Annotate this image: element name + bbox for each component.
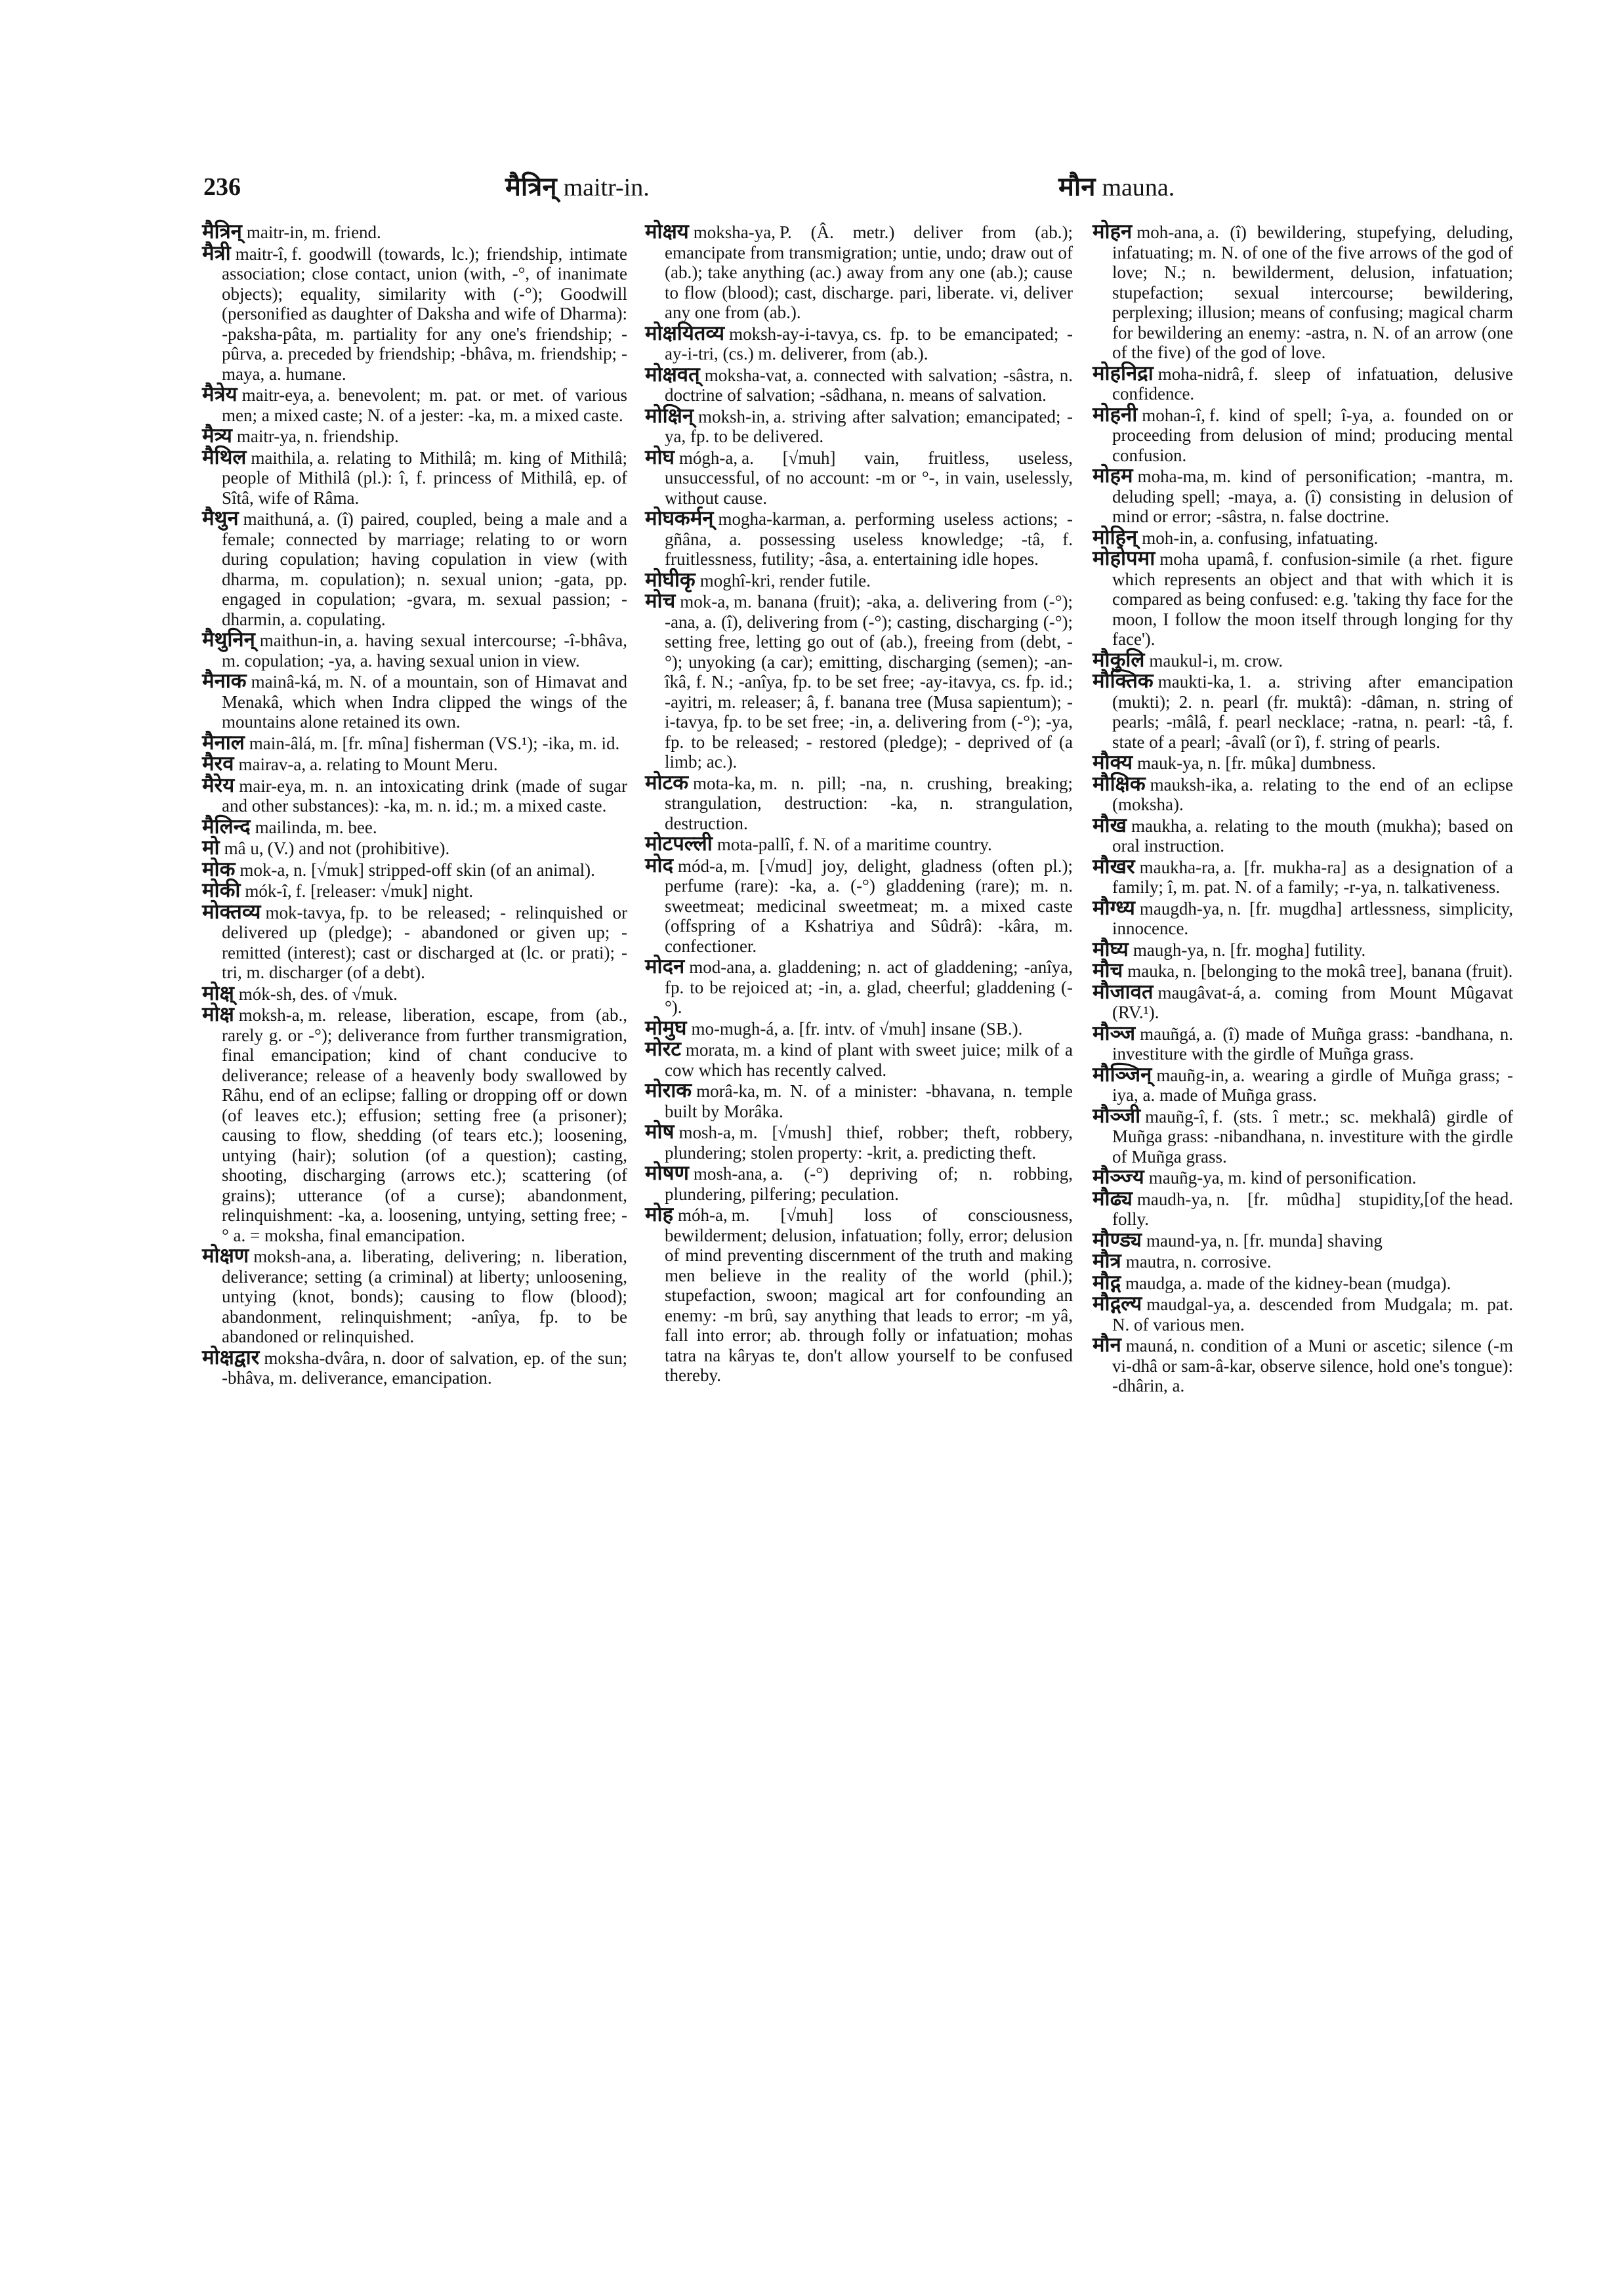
dictionary-entry xyxy=(645,591,1073,772)
entry-definition: a. (î) bewildering, stupefying, deluding, infatuating; m. N. of one of the five arrows of the god of love; N.; n. bewilderment, delusion, infatuation; stupefaction; sexual intercourse; bewildering, perplexing; illusion; means of confusing; magical charm for bewildering an enemy: -astra, n. N. of an arrow (one of the five) of the god of love. xyxy=(1112,222,1513,362)
entry-definition: m. [√mush] thief, robber; theft, robbery, plundering; stolen property: -krit, a. predicting theft. xyxy=(665,1123,1073,1163)
entry-definition: a. confusing, infatuating. xyxy=(1201,527,1379,548)
entry-definition: a. (î) made of Muñga grass: -bandhana, n. investiture with the girdle of Muñga grass. xyxy=(1112,1023,1513,1064)
dictionary-entry xyxy=(1093,753,1513,774)
dictionary-entry xyxy=(1093,1230,1513,1251)
headword-devanagari: मोक्ष xyxy=(202,1003,234,1025)
entry-definition: f. [releaser: √muk] night. xyxy=(295,881,474,901)
headword-devanagari: मोक्षयितव्य xyxy=(645,321,725,344)
dictionary-entry xyxy=(645,508,1073,569)
dictionary-entry xyxy=(1093,222,1513,363)
headword-transliteration: mók-î, xyxy=(245,881,292,901)
entry-definition: a. (-°) depriving of; n. robbing, plundering, pilfering; peculation. xyxy=(665,1164,1073,1204)
headword-devanagari: मो xyxy=(202,836,220,859)
headword-transliteration: maugdh-ya, xyxy=(1139,898,1224,919)
dictionary-entry xyxy=(202,899,627,983)
dictionary-entry xyxy=(202,1004,627,1245)
entry-definition: f. goodwill (towards, lc.); friendship, intimate association; close contact, union (with, -°, of inanimate objects); equality, similarity with (-°); Goodwill (personified as daughter of Daksha and wife of Dharma): -paksha-pâta, m. partiality for any one's friendship; -pûrva, a. preceded by friendship; -bhâva, m. friendship; -maya, a. humane. xyxy=(222,243,627,384)
dictionary-entry xyxy=(1093,898,1513,939)
dictionary-entry xyxy=(1093,402,1513,466)
entry-definition: m. kind of personification. xyxy=(1228,1168,1417,1188)
dictionary-entry xyxy=(1093,1294,1513,1334)
dictionary-entry xyxy=(202,508,627,629)
headword-transliteration: mautra, xyxy=(1125,1252,1180,1272)
headword-devanagari: मोराक xyxy=(645,1079,692,1102)
dictionary-entry xyxy=(1093,671,1513,752)
headword-transliteration: main-âlá, xyxy=(249,733,316,753)
dictionary-entry xyxy=(202,814,627,838)
headword-devanagari: मोषण xyxy=(645,1161,689,1184)
entry-definition: a. [fr. intv. of √muh] insane (SB.). xyxy=(782,1018,1023,1039)
entry-definition: a. relating to Mithilâ; m. king of Mithilâ; people of Mithilâ (pl.): î, f. princess of Mithilâ, ep. of Sîtâ, wife of Râma. xyxy=(222,447,627,508)
headword-devanagari: मोद xyxy=(645,853,674,877)
entry-definition: a. liberating, delivering; n. liberation, deliverance; setting (a criminal) at liberty; unloosening, untying (knot, bonds); causing to flow (blood); abandonment, relinquishment; -anîya, fp. to be abandoned or relinquished. xyxy=(222,1247,627,1346)
entry-definition: m. bee. xyxy=(325,817,377,837)
entry-definition: cs. fp. to be emancipated; -ay-i-tri, (cs.) m. deliverer, from (ab.). xyxy=(665,323,1073,363)
entry-definition: n. [belonging to the mokâ tree], banana (fruit). xyxy=(1183,961,1513,981)
headword-transliteration: mairav-a, xyxy=(238,755,306,774)
dictionary-entry xyxy=(1093,961,1513,982)
headword-devanagari: मैथुन xyxy=(202,507,239,529)
headword-devanagari: मौद्गल्य xyxy=(1093,1292,1142,1315)
headword-devanagari: मोहनी xyxy=(1093,402,1138,426)
headword-transliteration: moksh-a, xyxy=(238,1005,304,1025)
headword-transliteration: moh-ana, xyxy=(1136,222,1203,242)
entry-definition: fp. to be released; - relinquished or delivered up (pledge); - abandoned or given up; - remitted (interest); cast or discharged at (lc. or prati); -tri, m. discharger (of a debt). xyxy=(222,902,627,982)
entry-definition: m. n. an intoxicating drink (made of sugar and other substances): -ka, m. n. id.; m. a mixed caste. xyxy=(222,775,627,816)
dictionary-entry xyxy=(1093,650,1513,671)
entry-definition: a. relating to the mouth (mukha); based on oral instruction. xyxy=(1112,816,1513,856)
headword-transliteration: maithuná, xyxy=(243,509,314,529)
headword-devanagari: मौढ्य xyxy=(1093,1186,1133,1210)
dictionary-entry xyxy=(645,1122,1073,1163)
headword-transliteration: moksh-in, xyxy=(698,406,770,426)
left-guide-devanagari: मैत्रिन् xyxy=(505,172,557,201)
right-guide-transliteration: mauna. xyxy=(1102,174,1175,201)
dictionary-entry xyxy=(645,770,1073,834)
dictionary-entry xyxy=(202,447,627,508)
headword-devanagari: मैनाल xyxy=(202,730,245,754)
headword-transliteration: mainâ-ká, xyxy=(251,672,322,692)
dictionary-entry xyxy=(1093,982,1513,1023)
headword-transliteration: moha-ma, xyxy=(1137,466,1209,486)
headword-devanagari: मौक्तिक xyxy=(1093,669,1154,692)
dictionary-entry xyxy=(645,323,1073,364)
headword-transliteration: maithun-in, xyxy=(259,631,343,650)
entry-definition: n. [fr. mogha] futility. xyxy=(1212,940,1366,960)
dictionary-entry xyxy=(645,1081,1073,1121)
headword-transliteration: maugâvat-á, xyxy=(1157,982,1245,1003)
headword-devanagari: मोक्तव्य xyxy=(202,899,261,923)
headword-transliteration: maugh-ya, xyxy=(1133,940,1209,960)
headword-transliteration: moh-in, xyxy=(1142,527,1198,548)
headword-transliteration: mair-eya, xyxy=(239,775,306,796)
dictionary-entry xyxy=(645,853,1073,957)
headword-devanagari: मोघ xyxy=(645,445,675,468)
dictionary-entry xyxy=(1093,1186,1513,1230)
entry-definition: 1. a. striving after emancipation (mukti); 2. n. pearl (fr. muktâ): -dâman, n. string of pearls; -mâlâ, f. pearl necklace; -ratna, n. pearl: -tâ, f. state of a pearl; -âvalî (or î), f. string of pearls. xyxy=(1112,672,1513,752)
headword-transliteration: maukha, xyxy=(1131,816,1192,836)
dictionary-entry xyxy=(1093,548,1513,650)
headword-transliteration: mauná, xyxy=(1125,1336,1178,1355)
dictionary-entry xyxy=(202,243,627,384)
entry-definition: a. wearing a girdle of Muñga grass; -iya, a. made of Muñga grass. xyxy=(1112,1065,1513,1105)
headword-transliteration: maukti-ka, xyxy=(1157,672,1234,692)
headword-devanagari: मैलिन्द xyxy=(202,814,251,838)
entry-definition: n. friendship. xyxy=(304,426,399,446)
left-guide-word xyxy=(505,172,650,203)
entry-definition: m. N. of a mountain, son of Himavat and Menakâ, which when Indra clipped the wings of the mountains alone retained its own. xyxy=(222,672,627,732)
headword-transliteration: maitr-î, xyxy=(235,243,288,264)
dictionary-entry xyxy=(202,1246,627,1347)
headword-transliteration: moksh-ana, xyxy=(253,1247,336,1266)
dictionary-entry xyxy=(645,222,1073,323)
headword-devanagari: मौन xyxy=(1093,1333,1121,1356)
headword-devanagari: मोह xyxy=(645,1203,674,1226)
headword-transliteration: moksh-ay-i-tavya, xyxy=(729,323,859,344)
headword-devanagari: मोटक xyxy=(645,770,688,794)
headword-transliteration: mauka, xyxy=(1127,961,1179,981)
headword-devanagari: मोक्षद्वार xyxy=(202,1345,260,1369)
headword-transliteration: maudgal-ya, xyxy=(1146,1294,1235,1314)
headword-devanagari: मौत्र xyxy=(1093,1249,1121,1272)
headword-transliteration: mok-a, xyxy=(680,592,730,611)
headword-devanagari: मौद्ग xyxy=(1093,1270,1121,1294)
headword-devanagari: मोक्षण xyxy=(202,1244,249,1267)
headword-devanagari: मौञ्जिन् xyxy=(1093,1062,1152,1086)
dictionary-entry xyxy=(202,983,627,1004)
dictionary-entry xyxy=(1093,466,1513,527)
headword-devanagari: मोहोपमा xyxy=(1093,547,1156,569)
dictionary-entry xyxy=(202,1345,627,1388)
entry-definition: m. release, liberation, escape, from (ab., rarely g. or -°); deliverance from further transmigration, final emancipation; kind of chant conducive to deliverance; release of a heavenly body swallowed by Râhu, end of an eclipse; falling or dropping off or down (of leaves etc.); effusion; setting free (a prisoner); causing to flow, shedding (of tears etc.); loosening, untying (hair); solution (of a question); casting, shooting, discharging (arrows etc.); scattering (of grains); utterance (of a curse); abandonment, relinquishment: -ka, a. loosening, untying, setting free; -° a. = moksha, final emancipation. xyxy=(222,1005,627,1245)
entry-definition: m. [√mud] joy, delight, gladness (often pl.); perfume (rare): -ka, a. (-°) gladdening (rare); m. n. sweetmeat; medicinal sweetmeat; m. a mixed caste (offspring of a Kshatriya and Sûdrâ): -kâra, m. confectioner. xyxy=(665,856,1073,956)
headword-devanagari: मौच xyxy=(1093,959,1123,982)
dictionary-entry xyxy=(202,859,627,880)
headword-transliteration: mok-tavya, xyxy=(265,902,346,922)
headword-transliteration: moghî-kri, xyxy=(699,570,776,590)
headword-devanagari: मैरेय xyxy=(202,773,235,796)
entry-definition: a. connected with salvation; -sâstra, n. doctrine of salvation; -sâdhana, n. means of salvation. xyxy=(665,365,1073,405)
dictionary-entry xyxy=(202,630,627,671)
headword-devanagari: मोक्षवत् xyxy=(645,362,700,386)
entry-definition: a. [fr. mukha-ra] as a designation of a family; î, m. pat. N. of a family; -r-ya, n. talkativeness. xyxy=(1112,857,1513,897)
headword-transliteration: maitr-ya, xyxy=(236,426,301,446)
headword-devanagari: मैत्र्य xyxy=(202,424,232,447)
dictionary-entry xyxy=(1093,1106,1513,1167)
headword-devanagari: मोहनिद्रा xyxy=(1093,361,1154,384)
headword-transliteration: maukul-i, xyxy=(1149,650,1218,671)
dictionary-entry xyxy=(1093,1167,1513,1188)
dictionary-entry xyxy=(1093,1251,1513,1272)
entry-definition: n. [fr. munda] shaving xyxy=(1225,1230,1383,1251)
entry-definition: f. sleep of infatuation, delusive confidence. xyxy=(1112,363,1513,403)
entry-definition: f. N. of a maritime country. xyxy=(798,835,992,854)
dictionary-entry xyxy=(645,834,1073,855)
headword-transliteration: mok-a, xyxy=(239,859,290,880)
headword-transliteration: mauksh-ika, xyxy=(1150,774,1238,795)
headword-devanagari: मौञ्जी xyxy=(1093,1104,1141,1127)
entry-definition: m. kind of personification; -mantra, m. deluding spell; -maya, a. (î) consisting in delusion of mind or error; -sâstra, n. false doctrine. xyxy=(1112,466,1513,526)
dictionary-entry xyxy=(1093,854,1513,898)
headword-transliteration: mota-ka, xyxy=(693,773,756,793)
dictionary-entry xyxy=(645,570,1073,591)
headword-devanagari: मोक्ष् xyxy=(202,981,234,1004)
dictionary-entry xyxy=(202,426,627,447)
dictionary-entry xyxy=(645,403,1073,447)
entry-definition: n. door of salvation, ep. of the sun; -bhâva, m. deliverance, emancipation. xyxy=(222,1348,627,1388)
right-guide-devanagari: मौन xyxy=(1058,172,1096,201)
headword-transliteration: mauñgá, xyxy=(1140,1023,1201,1044)
headword-transliteration: mâ u, xyxy=(224,838,264,858)
dictionary-column-1 xyxy=(202,222,627,1389)
headword-transliteration: maudga, xyxy=(1125,1273,1186,1293)
headword-devanagari: मौघ्य xyxy=(1093,937,1129,961)
headword-devanagari: मोरट xyxy=(645,1037,681,1060)
headword-transliteration: mo-mugh-á, xyxy=(691,1018,779,1039)
entry-definition: m. [√muh] loss of consciousness, bewilderment; delusion, infatuation; folly, error; delusion of mind preventing discernment of the truth and making men believe in the reality of the world (phil.); stupefaction, swoon; magical art for confounding an enemy: -m brû, say anything that leads to error; -m yâ, fall into error; ab. through folly or infatuation; mohas tatra na kâryas te, don't allow yourself to be confused thereby. xyxy=(665,1205,1073,1385)
headword-devanagari: मोक्षिन् xyxy=(645,403,694,427)
headword-transliteration: mod-ana, xyxy=(689,957,756,977)
dictionary-entry xyxy=(1093,1062,1513,1106)
headword-transliteration: mód-a, xyxy=(678,856,728,876)
entry-definition: a. relating to the end of an eclipse (moksha). xyxy=(1112,774,1513,814)
headword-devanagari: मौग्ध्य xyxy=(1093,896,1135,919)
headword-devanagari: मौण्ड्य xyxy=(1093,1228,1142,1251)
headword-devanagari: मौजावत xyxy=(1093,980,1154,1003)
headword-transliteration: moha upamâ, xyxy=(1159,549,1259,569)
headword-devanagari: मौञ्ज xyxy=(1093,1021,1136,1044)
dictionary-entry xyxy=(202,384,627,425)
headword-devanagari: मौञ्ज्य xyxy=(1093,1165,1144,1188)
entry-definition: a. coming from Mount Mûgavat (RV.¹). xyxy=(1112,982,1513,1022)
entry-definition: a. (î) paired, coupled, being a male and a female; connected by marriage; relating to or worn during copulation; having copulation in view (with dharma, m. copulation); n. sexual union; -gata, pp. engaged in copulation; -gvara, m. sexual passion; -dharmin, a. copulating. xyxy=(222,509,627,629)
dictionary-entry xyxy=(202,730,627,754)
headword-devanagari: मैत्रेय xyxy=(202,382,238,405)
headword-transliteration: maudh-ya, xyxy=(1136,1189,1213,1209)
headword-transliteration: mók-sh, xyxy=(238,983,297,1004)
headword-transliteration: maitr-eya, xyxy=(241,385,314,405)
entry-definition: render futile. xyxy=(779,570,871,590)
dictionary-entry xyxy=(202,838,627,859)
headword-transliteration: mauñg-î, xyxy=(1145,1106,1209,1127)
headword-devanagari: मोदन xyxy=(645,955,685,978)
headword-devanagari: मोष xyxy=(645,1120,675,1143)
headword-transliteration: mosh-a, xyxy=(678,1123,736,1142)
entry-definition: a. descended from Mudgala; m. pat. N. of various men. xyxy=(1112,1294,1513,1334)
page-number-text: 236 xyxy=(203,173,241,201)
headword-devanagari: मौख xyxy=(1093,813,1127,837)
headword-devanagari: मैत्री xyxy=(202,241,231,264)
entry-definition: a. striving after salvation; emancipated; -ya, fp. to be delivered. xyxy=(665,406,1073,446)
entry-definition: a. gladdening; n. act of gladdening; -anîya, fp. to be rejoiced at; -in, a. glad, cheerful; gladdening (-°). xyxy=(665,957,1073,1017)
entry-definition: a. relating to Mount Meru. xyxy=(310,755,498,774)
dictionary-entry xyxy=(1093,774,1513,815)
dictionary-entry xyxy=(645,362,1073,405)
headword-transliteration: moksha-dvâra, xyxy=(264,1348,369,1368)
entry-definition: m. crow. xyxy=(1221,650,1283,671)
headword-devanagari: मौक्षिक xyxy=(1093,772,1146,795)
entry-definition: a. [√muh] vain, fruitless, useless, unsuccessful, of no account: -m or °-, in vain, uselessly, without cause. xyxy=(665,447,1073,508)
entry-definition: n. corrosive. xyxy=(1183,1252,1272,1272)
headword-devanagari: मैनाक xyxy=(202,669,247,692)
headword-devanagari: मोच xyxy=(645,589,676,612)
dictionary-entry xyxy=(645,1163,1073,1204)
headword-devanagari: मोक्षय xyxy=(645,220,689,243)
dictionary-entry xyxy=(202,754,627,775)
entry-definition: f. confusion-simile (a rhet. figure which represents an object and that with which it is compared as being confused: e.g. 'taking thy face for the moon, I follow the moon itself through longing for thy face'). xyxy=(1112,549,1513,649)
dictionary-column-2 xyxy=(645,222,1073,1386)
headword-transliteration: mosh-ana, xyxy=(693,1164,767,1184)
headword-devanagari: मोहम xyxy=(1093,464,1133,487)
headword-devanagari: मौक्य xyxy=(1093,751,1133,774)
entry-definition: a. performing useless actions; -gñâna, a. possessing useless knowledge; -tâ, f. fruitlessness, futility; -âsa, a. entertaining idle hopes. xyxy=(665,509,1073,569)
headword-devanagari: मोहन xyxy=(1093,220,1133,243)
headword-transliteration: maukha-ra, xyxy=(1139,857,1220,877)
headword-transliteration: mauñg-ya, xyxy=(1148,1168,1224,1188)
dictionary-entry xyxy=(1093,527,1513,548)
entry-definition: m. friend. xyxy=(312,222,381,242)
dictionary-column-3 xyxy=(1093,222,1513,1397)
dictionary-entry xyxy=(202,775,627,816)
dictionary-entry xyxy=(645,957,1073,1018)
entry-definition: n. [fr. mugdha] artlessness, simplicity, innocence. xyxy=(1112,898,1513,938)
entry-definition: n. condition of a Muni or ascetic; silence (-m vi-dhâ or sam-â-kar, observe silence, hold one's tongue): -dhârin, a. xyxy=(1112,1336,1513,1396)
entry-definition: a. benevolent; m. pat. or met. of various men; a mixed caste; N. of a jester: -ka, m. a mixed caste. xyxy=(222,385,627,425)
headword-devanagari: मैथिल xyxy=(202,445,247,468)
headword-transliteration: moksha-vat, xyxy=(704,365,792,385)
right-guide-word xyxy=(1058,172,1175,203)
dictionary-entry xyxy=(202,671,627,732)
headword-devanagari: मोघीकृ xyxy=(645,568,696,591)
entry-definition: a. made of the kidney-bean (mudga). xyxy=(1190,1273,1451,1293)
dictionary-entry xyxy=(1093,1335,1513,1396)
dictionary-entry xyxy=(645,447,1073,508)
dictionary-entry xyxy=(202,222,627,243)
headword-transliteration: moha-nidrâ, xyxy=(1157,363,1244,384)
headword-devanagari: मोक xyxy=(202,857,236,880)
entry-definition: n. [fr. mûdha] stupidity, folly. xyxy=(1112,1189,1425,1229)
left-guide-transliteration: maitr-in. xyxy=(563,174,650,201)
headword-transliteration: mógh-a, xyxy=(678,447,738,468)
headword-devanagari: मैत्रिन् xyxy=(202,220,242,243)
dictionary-entry xyxy=(202,880,627,901)
entry-definition: (V.) and not (prohibitive). xyxy=(267,838,450,858)
headword-transliteration: morâ-ka, xyxy=(696,1081,760,1101)
headword-transliteration: mogha-karman, xyxy=(718,509,830,529)
dictionary-entry xyxy=(645,1205,1073,1386)
entry-definition: m. [fr. mîna] fisherman (VS.¹); -ika, m. id. xyxy=(320,733,620,753)
headword-transliteration: mota-pallî, xyxy=(717,835,795,854)
headword-devanagari: मैथुनिन् xyxy=(202,628,255,651)
headword-transliteration: mailinda, xyxy=(255,817,322,837)
dictionary-entry xyxy=(645,1018,1073,1039)
headword-transliteration: maund-ya, xyxy=(1146,1230,1222,1251)
headword-devanagari: मैरव xyxy=(202,752,234,775)
entry-definition: n. [√muk] stripped-off skin (of an animal). xyxy=(293,859,595,880)
entry-definition: P. (Â. metr.) deliver from (ab.); emancipate from transmigration; untie, undo; draw out of (ab.); take anything (ac.) away from any one (ab.); cause to flow (blood); cast, discharge. pari, liberate. vi, deliver any one from (ab.). xyxy=(665,222,1073,322)
dictionary-entry xyxy=(645,1039,1073,1080)
headword-devanagari: मोमुघ xyxy=(645,1016,687,1039)
headword-devanagari: मोहिन् xyxy=(1093,525,1138,548)
entry-definition: f. (sts. î metr.; sc. mekhalâ) girdle of Muñga grass: -nibandhana, n. investiture with the girdle of Muñga grass. xyxy=(1112,1106,1513,1167)
headword-devanagari: मौकुलि xyxy=(1093,648,1145,671)
entry-definition: m. n. pill; -na, n. crushing, breaking; strangulation, destruction: -ka, n. strangulation, destruction. xyxy=(665,773,1073,833)
dictionary-entry xyxy=(1093,937,1513,961)
headword-transliteration: mauñg-in, xyxy=(1156,1065,1229,1085)
dictionary-entry xyxy=(1093,813,1513,856)
headword-devanagari: मोकी xyxy=(202,879,241,901)
dictionary-entry xyxy=(1093,363,1513,404)
carried-over-text: [of the head. xyxy=(1424,1188,1513,1209)
headword-transliteration: moksha-ya, xyxy=(693,222,776,242)
entry-definition: f. kind of spell; î-ya, a. founded on or proceeding from delusion of mind; producing mental confusion. xyxy=(1112,405,1513,465)
headword-transliteration: mauk-ya, xyxy=(1137,753,1204,773)
page-number xyxy=(203,172,241,202)
entry-definition: n. [fr. mûka] dumbness. xyxy=(1207,753,1376,773)
headword-transliteration: móh-a, xyxy=(678,1205,728,1225)
entry-definition: a. having sexual intercourse; -î-bhâva, m. copulation; -ya, a. having sexual union in view. xyxy=(222,631,627,671)
headword-devanagari: मोघकर्मन् xyxy=(645,507,714,529)
entry-definition: m. banana (fruit); -aka, a. delivering from (-°); -ana, a. (î), delivering from (-°); casting, discharging (-°); setting free, letting go out of (ab.), freeing from (debt, -°); unyoking (a car); emitting, discharging (semen); -an-îkâ, f. N.; -anîya, fp. to be set free; -ay-itavya, cs. fp. id.; -ayitri, m. releaser; â, f. banana tree (Musa sapientum); -i-tavya, fp. to be set free; -in, a. delivering from (-°); -ya, fp. to be released; - restored (pledge); - deprived of (a limb; ac.). xyxy=(665,592,1073,772)
headword-transliteration: mohan-î, xyxy=(1142,405,1205,425)
entry-definition: m. N. of a minister: -bhavana, n. temple built by Morâka. xyxy=(665,1081,1073,1121)
dictionary-entry xyxy=(1093,1270,1513,1294)
headword-transliteration: morata, xyxy=(685,1040,739,1060)
entry-definition: m. a kind of plant with sweet juice; milk of a cow which has recently calved. xyxy=(665,1040,1073,1080)
headword-devanagari: मौखर xyxy=(1093,854,1135,878)
headword-transliteration: maitr-in, xyxy=(246,222,308,242)
headword-transliteration: maithila, xyxy=(251,447,314,468)
headword-devanagari: मोटपल्ली xyxy=(645,832,713,855)
entry-definition: des. of √muk. xyxy=(300,983,398,1004)
dictionary-entry xyxy=(1093,1023,1513,1064)
